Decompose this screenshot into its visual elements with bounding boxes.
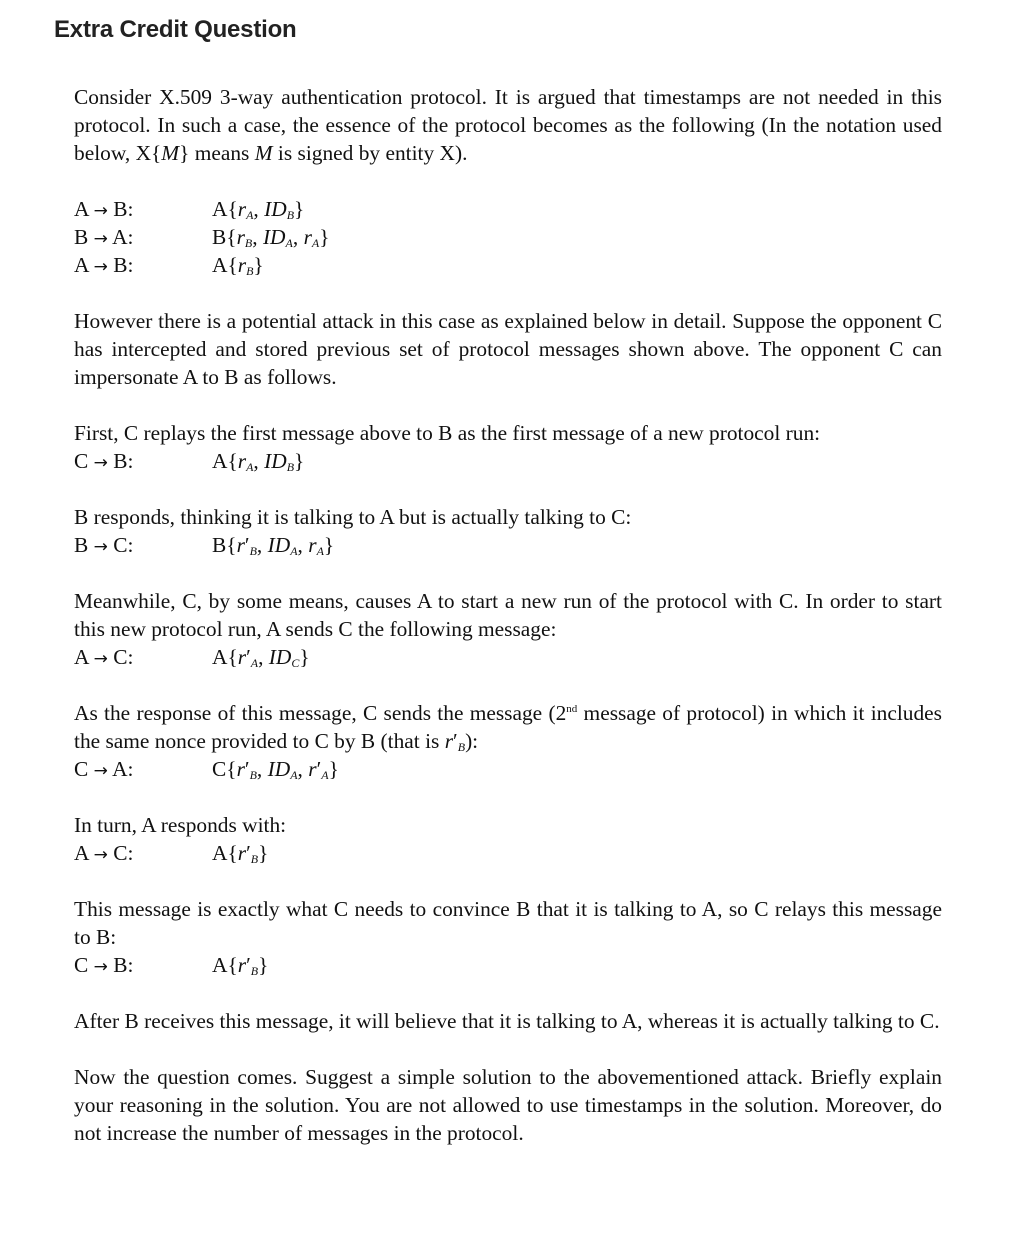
step1-message: C → B: $A\{r_A$, $ID_B$} <box>74 449 305 474</box>
arrow-right-icon: → <box>93 957 108 977</box>
arrow-right-icon: → <box>93 257 108 277</box>
step5-text: In turn, A responds with: <box>74 813 287 837</box>
arrow-right-icon: → <box>93 761 108 781</box>
arrow-right-icon: → <box>93 229 108 249</box>
protocol-message-3: A → B: $A\{r_B\}$ <box>74 253 264 278</box>
step1-text: First, C replays the first message above to B as the first message of a new protocol run: <box>74 421 821 445</box>
conclusion-paragraph: After B receives this message, it will believe that it is talking to A, whereas it is actually talking to C. <box>74 1009 940 1033</box>
question-body <box>74 83 942 1147</box>
step2-text: B responds, thinking it is talking to A but is actually talking to C: <box>74 505 632 529</box>
arrow-right-icon: → <box>93 201 108 221</box>
arrow-right-icon: → <box>93 537 108 557</box>
protocol-message-2: B → A: $B\{r_B$, $ID_A$, $r_A$} <box>74 225 330 250</box>
arrow-right-icon: → <box>93 453 108 473</box>
protocol-messages <box>74 195 942 279</box>
step6-text: This message is exactly what C needs to convince B that it is talking to A, so C relays this message to B: <box>74 897 942 949</box>
attack-intro-paragraph: However there is a potential attack in this case as explained below in detail. Suppose the opponent C has intercepted and stored previous set of protocol messages shown above. The opponent C can impersonate A to B as follows. <box>74 309 942 389</box>
step2-message: B → C: $B\{r'_B$, $ID_A$, $r_A$} <box>74 533 335 558</box>
intro-paragraph: Consider X.509 3-way authentication protocol. It is argued that timestamps are not needed in this protocol. In such a case, the essence of the protocol becomes as the following (In the notation used below, X{M} means M is signed by entity X). <box>74 85 942 165</box>
step5-message: A → C: $A\{r'_B\}$ <box>74 841 269 866</box>
question-paragraph: Now the question comes. Suggest a simple solution to the abovementioned attack. Briefly explain your reasoning in the solution. You are not allowed to use timestamps in the solution. Moreover, do not increase the number of messages in the protocol. <box>74 1065 942 1145</box>
arrow-right-icon: → <box>93 845 108 865</box>
step3-message: A → C: $A\{r'_A$, $ID_C$} <box>74 645 310 670</box>
arrow-right-icon: → <box>93 649 108 669</box>
step6-message: C → B: $A\{r'_B\}$ <box>74 953 269 978</box>
step4-message: C → A: $C\{r'_B$, $ID_A$, $r'_A$} <box>74 757 339 782</box>
step4-text: As the response of this message, C sends the message (2nd message of protocol) in which it includes the same nonce provided to C by B (that is $r'_B$): <box>74 701 942 754</box>
protocol-message-1: A → B: $A\{r_A$, $ID_B$} <box>74 197 305 222</box>
step3-text: Meanwhile, C, by some means, causes A to start a new run of the protocol with C. In order to start this new protocol run, A sends C the following message: <box>74 589 942 641</box>
page-title: Extra Credit Question <box>54 16 297 43</box>
